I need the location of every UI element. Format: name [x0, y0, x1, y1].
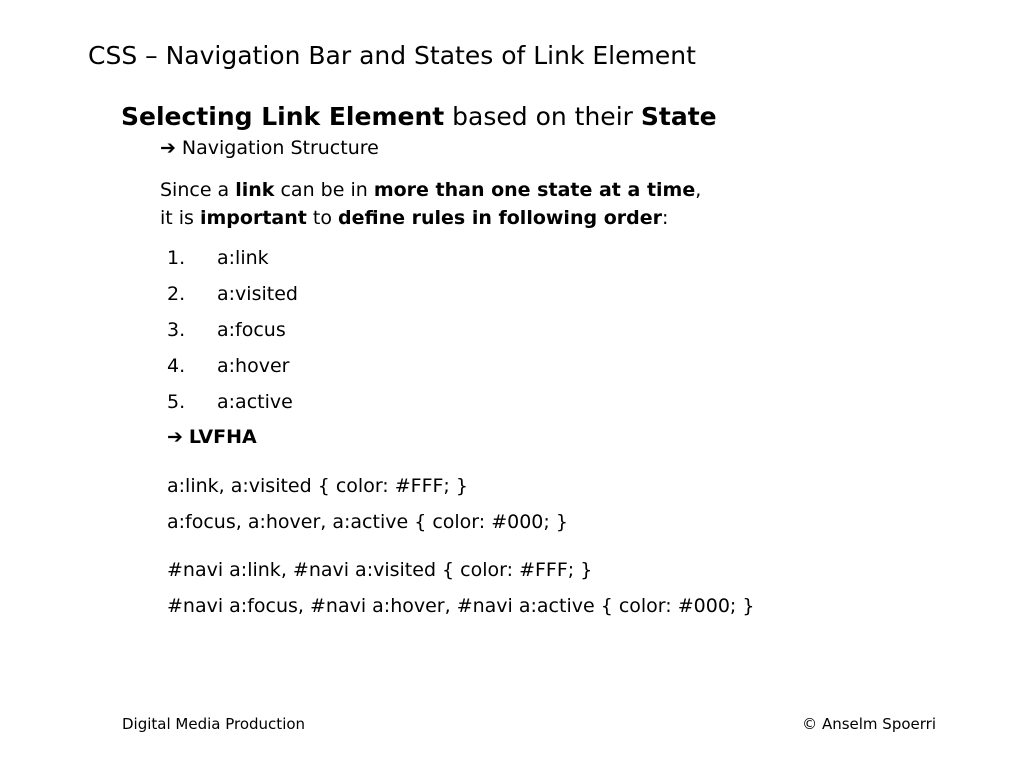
- heading-normal-part: based on their: [444, 102, 641, 131]
- slide-title: CSS – Navigation Bar and States of Link Element: [88, 41, 696, 70]
- list-number: 3.: [167, 319, 186, 341]
- heading-state-part: State: [640, 102, 717, 131]
- list-number: 4.: [167, 355, 186, 377]
- code-line: a:focus, a:hover, a:active { color: #000; }: [167, 511, 568, 533]
- mnemonic-line: [167, 423, 257, 451]
- list-text: a:active: [217, 391, 293, 413]
- list-item: [167, 280, 298, 316]
- text-fragment: :: [661, 207, 669, 229]
- list-item: [167, 316, 298, 352]
- list-text: a:visited: [217, 283, 298, 305]
- right-arrow-icon: ➔: [160, 137, 176, 159]
- text-fragment: to: [306, 207, 339, 229]
- text-fragment: ,: [695, 179, 702, 201]
- list-text: a:focus: [217, 319, 286, 341]
- text-fragment: it is: [160, 207, 200, 229]
- list-text: a:link: [217, 247, 269, 269]
- footer-copyright: © Anselm Spoerri: [802, 715, 936, 733]
- explanation-text: [160, 176, 701, 232]
- mnemonic-text: LVFHA: [188, 426, 257, 448]
- text-fragment-bold: more than one state at a time: [373, 179, 696, 201]
- section-heading: [121, 101, 717, 133]
- state-order-list: [167, 244, 298, 424]
- nav-structure-line: [160, 135, 379, 161]
- text-fragment: Since a: [160, 179, 236, 201]
- text-fragment: can be in: [274, 179, 374, 201]
- text-fragment-bold: link: [235, 179, 275, 201]
- list-number: 2.: [167, 283, 186, 305]
- explanation-line-2: [160, 204, 701, 232]
- list-text: a:hover: [217, 355, 290, 377]
- code-line: #navi a:link, #navi a:visited { color: #FFF; }: [167, 559, 593, 581]
- text-fragment-bold: important: [200, 207, 307, 229]
- explanation-line-1: [160, 176, 701, 204]
- right-arrow-icon: ➔: [167, 426, 183, 448]
- heading-bold-part: Selecting Link Element: [121, 102, 445, 131]
- nav-structure-label: Navigation Structure: [181, 137, 379, 159]
- list-item: [167, 244, 298, 280]
- text-fragment-bold: define rules in following order: [338, 207, 662, 229]
- list-number: 1.: [167, 247, 186, 269]
- code-line: #navi a:focus, #navi a:hover, #navi a:active { color: #000; }: [167, 595, 755, 617]
- code-line: a:link, a:visited { color: #FFF; }: [167, 475, 468, 497]
- list-item: [167, 352, 298, 388]
- footer-course-name: Digital Media Production: [122, 715, 306, 733]
- list-number: 5.: [167, 391, 186, 413]
- list-item: [167, 388, 298, 424]
